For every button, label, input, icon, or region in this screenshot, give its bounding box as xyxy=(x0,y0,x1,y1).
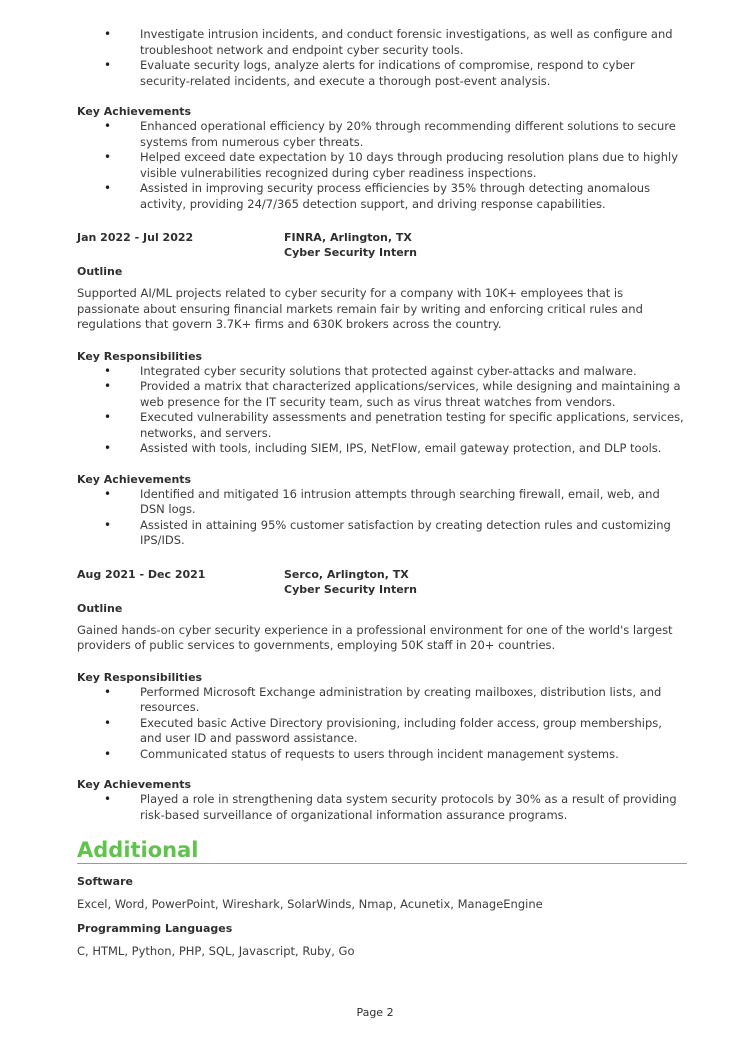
achievements-label: Key Achievements xyxy=(77,472,192,486)
resume-content xyxy=(77,27,687,959)
job-role: Cyber Security Intern xyxy=(284,246,417,259)
achievements-label: Key Achievements xyxy=(77,778,192,791)
list-item: • Assisted in improving security process efficiencies by 35% through detecting anomalous activity, providing 24/7/365 detection support, and driving response capabilities. xyxy=(140,181,687,212)
list-item: • Provided a matrix that characterized applications/services, while designing and maintaining a web presence for the IT security team, such as virus threat watches from vendors. xyxy=(140,379,687,410)
list-item: • Assisted with tools, including SIEM, IPS, NetFlow, email gateway protection, and DLP tools. xyxy=(140,441,687,457)
achievements-label: Key Achievements xyxy=(77,105,192,118)
software-list: Excel, Word, PowerPoint, Wireshark, SolarWinds, Nmap, Acunetix, ManageEngine xyxy=(77,897,543,911)
languages-list: C, HTML, Python, PHP, SQL, Javascript, Ruby, Go xyxy=(77,943,355,958)
outline-label: Outline xyxy=(77,265,123,278)
job-dates: Jan 2022 - Jul 2022 xyxy=(77,231,194,244)
outline-label: Outline xyxy=(77,601,123,615)
list-item: • Integrated cyber security solutions that protected against cyber-attacks and malware. xyxy=(140,364,687,380)
list-item: • Helped exceed date expectation by 10 days through producing resolution plans due to highly visible vulnerabilities recognized during cyber readiness inspections. xyxy=(140,150,687,181)
responsibilities-list xyxy=(77,364,687,457)
job-role: Cyber Security Intern xyxy=(284,582,417,596)
list-item: • Assisted in attaining 95% customer satisfaction by creating detection rules and customizing IPS/IDS. xyxy=(140,518,687,549)
job-dates: Aug 2021 - Dec 2021 xyxy=(77,567,206,581)
section-title-additional: Additional xyxy=(77,838,199,862)
list-item: • Performed Microsoft Exchange administration by creating mailboxes, distribution lists, and resources. xyxy=(140,685,687,716)
responsibilities-list xyxy=(77,685,687,763)
languages-label: Programming Languages xyxy=(77,921,233,935)
responsibilities-list xyxy=(77,27,687,89)
list-item: • Played a role in strengthening data system security protocols by 30% as a result of providing risk-based surveillance of organizational information assurance programs. xyxy=(140,792,687,823)
software-label: Software xyxy=(77,875,133,888)
job-org-block xyxy=(284,567,417,597)
list-item: • Executed vulnerability assessments and penetration testing for specific applications, services, networks, and servers. xyxy=(140,410,687,441)
list-item: • Evaluate security logs, analyze alerts for indications of compromise, respond to cyber security-related incidents, and execute a thorough post-event analysis. xyxy=(140,58,687,89)
list-item: • Executed basic Active Directory provisioning, including folder access, group memberships, and user ID and password assistance. xyxy=(140,716,687,747)
list-item: • Enhanced operational efficiency by 20% through recommending different solutions to secure systems from numerous cyber threats. xyxy=(140,119,687,150)
job-org-block xyxy=(284,230,417,260)
job-header xyxy=(77,567,687,597)
list-item: • Investigate intrusion incidents, and conduct forensic investigations, as well as configure and troubleshoot network and endpoint cyber security tools. xyxy=(140,27,687,58)
responsibilities-label: Key Responsibilities xyxy=(77,670,203,684)
outline-text: Gained hands-on cyber security experience in a professional environment for one of the world's largest providers of public services to governments, employing 50K staff in 20+ countries. xyxy=(77,622,673,652)
outline-text: Supported AI/ML projects related to cyber security for a company with 10K+ employees that is passionate about ensuring financial markets remain fair by writing and enforcing critical rules and regulations that govern 3.7K+ firms and 630K brokers across the country. xyxy=(77,286,643,331)
responsibilities-label: Key Responsibilities xyxy=(77,349,203,363)
section-divider xyxy=(77,863,687,864)
job-header xyxy=(77,230,687,260)
achievements-list xyxy=(77,792,687,823)
job-org: Serco, Arlington, TX xyxy=(284,567,409,581)
achievements-list xyxy=(77,119,687,212)
list-item: • Communicated status of requests to users through incident management systems. xyxy=(140,747,687,763)
achievements-list xyxy=(77,487,687,549)
list-item: • Identified and mitigated 16 intrusion attempts through searching firewall, email, web, and DSN logs. xyxy=(140,487,687,518)
page-number: Page 2 xyxy=(356,1006,394,1019)
job-org: FINRA, Arlington, TX xyxy=(284,231,412,244)
